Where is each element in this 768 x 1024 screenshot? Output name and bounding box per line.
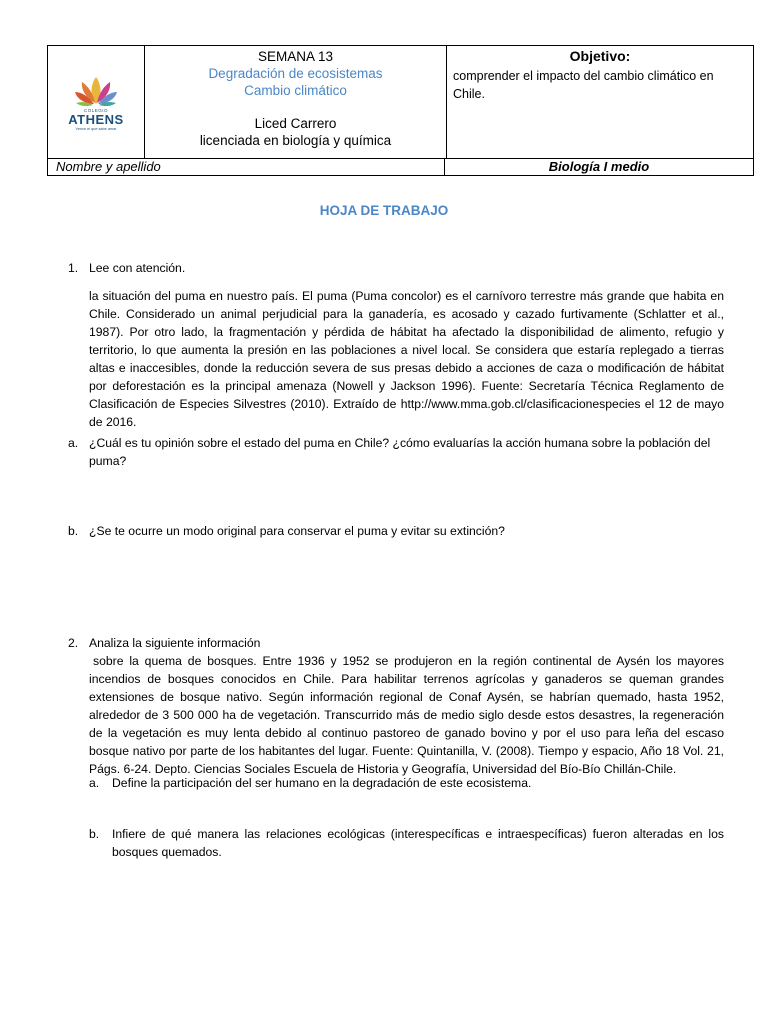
section-2-question-b-label: b. <box>89 827 100 841</box>
section-2-question-a: Define la participación del ser humano en la degradación de este ecosistema. <box>112 776 532 790</box>
section-2-text: sobre la quema de bosques. Entre 1936 y 1952 se produjeron en la región continental de Aysén los mayores incendios de bosques conocidos en Chile. Para habilitar terrenos agrícolas y ganaderos se queman grandes extensiones de bosque nativo. Según información regional de Conaf Aysén, se habrían quemado, hasta 1952, alrededor de 3 500 000 ha de vegetación. Transcurrido más de medio siglo desde estos desastres, la regeneración de la vegetación es muy lenta debido al continuo pastoreo de ganado bovino y por el uso para leña del escaso bosque nativo por parte de los habitantes del lugar. Fuente: Quintanilla, V. (2008). Tiempo y espacio, Año 18 Vol. 21, Págs. 6-24. Depto. Ciencias Sociales Escuela de Historia y Geografía, Universidad del Bío-Bío Chillán-Chile. <box>89 654 724 776</box>
lotus-icon <box>73 73 119 109</box>
teacher-degree: licenciada en biología y química <box>199 133 392 148</box>
section-1-number: 1. <box>68 261 79 275</box>
objective-title: Objetivo: <box>569 48 631 64</box>
section-2-question-b: Infiere de qué manera las relaciones ecológicas (interespecíficas e intraespecíficas) fueron alteradas en los bosques quemados. <box>112 827 724 859</box>
section-1-question-a-label: a. <box>68 436 79 450</box>
subject-label: Biología I medio <box>548 159 650 174</box>
teacher-name: Liced Carrero <box>254 116 337 131</box>
student-name-field[interactable]: Nombre y apellido <box>48 159 445 175</box>
header-table <box>47 45 754 176</box>
topic-link-cambio-climatico[interactable]: Cambio climático <box>244 83 347 98</box>
section-1-question-b-label: b. <box>68 524 79 538</box>
objective-text: comprender el impacto del cambio climático en Chile. <box>453 69 714 101</box>
logo-caption: COLEGIO <box>83 108 108 113</box>
logo-slogan: Vence el que sabe amar <box>75 127 117 131</box>
section-1-question-b: ¿Se te ocurre un modo original para conservar el puma y evitar su extinción? <box>89 524 505 538</box>
section-2-question-a-label: a. <box>89 776 100 790</box>
section-2-number: 2. <box>68 636 79 650</box>
topic-link-degradacion[interactable]: Degradación de ecosistemas <box>208 66 383 81</box>
header-course-info <box>145 46 447 158</box>
section-1-text: la situación del puma en nuestro país. El puma (Puma concolor) es el carnívoro terrestre más grande que habita en Chile. Considerado un animal perjudicial para la ganadería, es acosado y cazado furtivamente (Schlatter et al., 1987). Por otro lado, la fragmentación y pérdida de hábitat ha afectado la disponibilidad de alimento, refugio y territorio, lo que aumenta la presión en las poblaciones a nivel local. Se considera que estaría replegado a tierras altas e inaccesibles, donde la reducción severa de sus presas debido a acciones de caza o modificación de hábitat por deforestación es la principal amenaza (Nowell y Jackson 1996). Fuente: Secretaría Técnica Reglamento de Clasificación de Especies Silvestres (2010). Extraído de http://www.mma.gob.cl/clasificacionespecies el 12 de mayo de 2016. <box>89 289 724 429</box>
week-label: SEMANA 13 <box>257 49 334 64</box>
section-1-heading: Lee con atención. <box>89 261 186 275</box>
logo-name: ATHENS <box>68 112 124 127</box>
objective-cell <box>447 46 753 158</box>
section-2-heading: Analiza la siguiente información <box>89 636 261 650</box>
header-top-row <box>48 46 753 159</box>
worksheet-title: HOJA DE TRABAJO <box>319 203 449 218</box>
section-1-question-a: ¿Cuál es tu opinión sobre el estado del puma en Chile? ¿cómo evaluarías la acción humana sobre la población del puma? <box>89 436 711 468</box>
school-logo <box>48 46 145 158</box>
header-bottom-row <box>48 159 753 175</box>
